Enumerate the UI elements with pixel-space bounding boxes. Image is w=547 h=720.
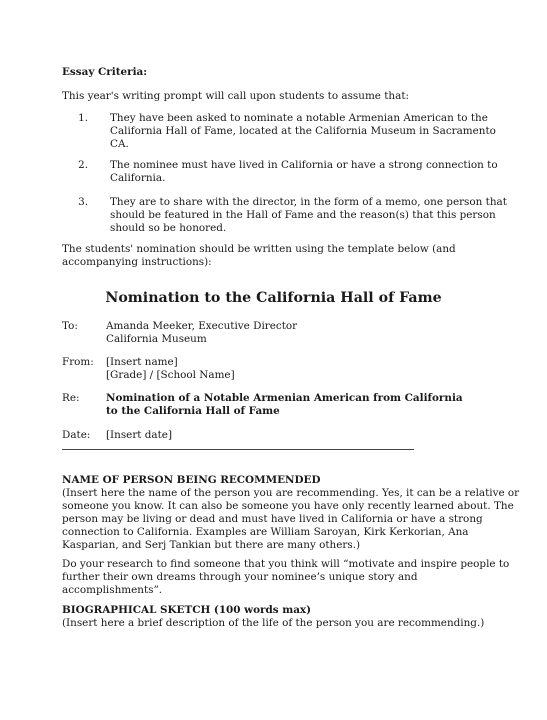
list-item-line: The nominee must have lived in California or have a strong connection to bbox=[110, 159, 498, 171]
list-item-line: CA. bbox=[110, 138, 129, 150]
bio-section-heading: BIOGRAPHICAL SKETCH (100 words max) bbox=[62, 604, 312, 616]
name-section-line: (Insert here the name of the person you are recommending. Yes, it can be a relative or bbox=[62, 487, 520, 499]
name-section-heading: NAME OF PERSON BEING RECOMMENDED bbox=[62, 474, 321, 486]
memo-to-line: California Museum bbox=[106, 333, 207, 345]
research-line: accomplishments”. bbox=[62, 584, 163, 596]
memo-re-line: Nomination of a Notable Armenian American from California bbox=[106, 392, 463, 404]
list-item-line: California Hall of Fame, located at the California Museum in Sacramento bbox=[110, 125, 496, 137]
memo-to-line: Amanda Meeker, Executive Director bbox=[106, 320, 298, 332]
list-item-number: 2. bbox=[78, 159, 88, 171]
memo-title: Nomination to the California Hall of Fame bbox=[105, 290, 442, 306]
research-line: Do your research to find someone that you think will “motivate and inspire people to bbox=[62, 558, 510, 570]
list-item-line: They are to share with the director, in the form of a memo, one person that bbox=[110, 196, 507, 208]
memo-to-label: To: bbox=[62, 320, 78, 332]
criteria-outro-line: The students' nomination should be written using the template below (and bbox=[62, 243, 456, 255]
memo-date-value: [Insert date] bbox=[106, 429, 173, 441]
research-line: further their own dreams through your nominee’s unique story and bbox=[62, 571, 418, 583]
memo-re-label: Re: bbox=[62, 392, 80, 404]
bio-section-body: (Insert here a brief description of the life of the person you are recommending.) bbox=[62, 617, 485, 629]
memo-from-line: [Insert name] bbox=[106, 356, 178, 368]
list-item-number: 1. bbox=[78, 112, 88, 124]
memo-from-label: From: bbox=[62, 356, 94, 368]
memo-from-line: [Grade] / [School Name] bbox=[106, 369, 235, 381]
criteria-heading: Essay Criteria: bbox=[62, 66, 148, 78]
name-section-line: someone you know. It can also be someone you have only recently learned about. The bbox=[62, 500, 514, 512]
list-item-line: California. bbox=[110, 172, 166, 184]
list-item-line: They have been asked to nominate a notable Armenian American to the bbox=[110, 112, 488, 124]
name-section-line: connection to California. Examples are William Saroyan, Kirk Kerkorian, Ana bbox=[62, 526, 469, 538]
list-item-number: 3. bbox=[78, 196, 88, 208]
criteria-outro-line: accompanying instructions): bbox=[62, 256, 212, 268]
memo-divider bbox=[62, 449, 414, 450]
memo-date-label: Date: bbox=[62, 429, 91, 441]
name-section-line: Kasparian, and Serj Tankian but there are many others.) bbox=[62, 539, 361, 551]
list-item-line: should so be honored. bbox=[110, 222, 227, 234]
criteria-intro: This year's writing prompt will call upon students to assume that: bbox=[62, 90, 409, 102]
memo-re-line: to the California Hall of Fame bbox=[106, 405, 280, 417]
list-item-line: should be featured in the Hall of Fame and the reason(s) that this person bbox=[110, 209, 496, 221]
name-section-line: person may be living or dead and must have lived in California or have a strong bbox=[62, 513, 483, 525]
